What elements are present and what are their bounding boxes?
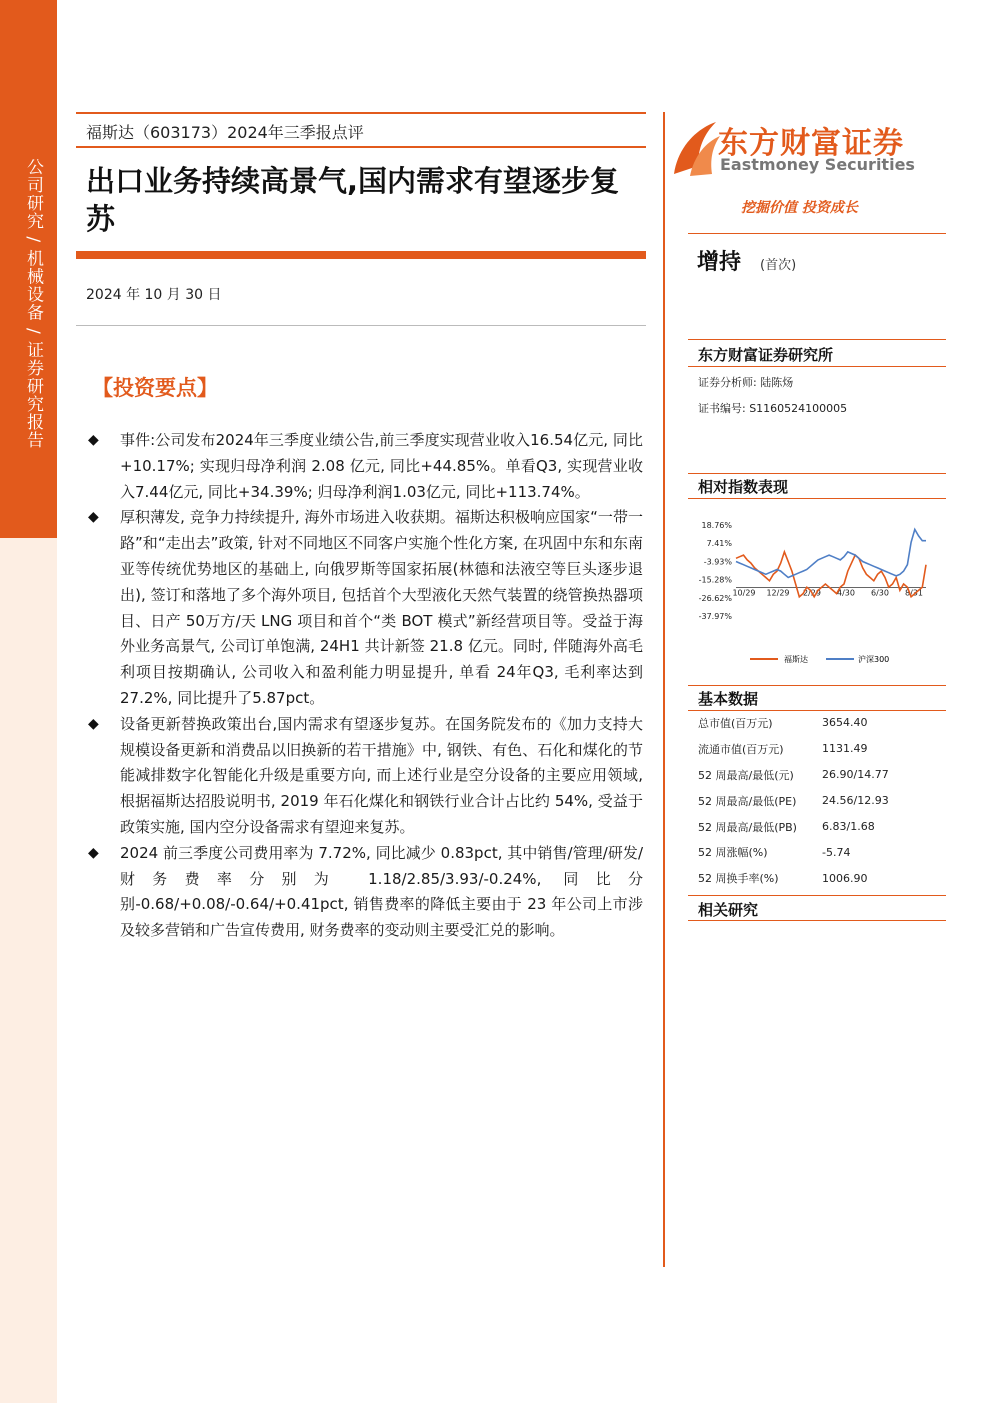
y-tick-label: -3.93% <box>703 557 732 567</box>
headline-bar <box>76 251 646 259</box>
y-tick-label: -15.28% <box>698 575 732 585</box>
right-rule <box>688 920 946 921</box>
chart-title: 相对指数表现 <box>698 478 789 496</box>
logo-english-name: Eastmoney Securities <box>720 155 915 174</box>
bullet-list <box>86 428 643 944</box>
header-sub-rule <box>76 146 646 148</box>
data-value: 3654.40 <box>822 716 868 730</box>
x-tick-label: 8/31 <box>905 588 923 598</box>
y-tick-label: 7.41% <box>706 539 732 549</box>
diamond-icon: ◆ <box>88 844 99 861</box>
bullet-text: 事件:公司发布2024年三季度业绩公告,前三季度实现营业收入16.54亿元, 同比+10.17%; 实现归母净利润 2.08 亿元, 同比+44.85%。单看Q3, 实现营业收入7.44亿元, 同比+34.39%; 归母净利润1.03亿元, 同比+113.74%。 <box>120 431 643 501</box>
y-tick-label: 18.76% <box>701 521 732 530</box>
data-value: 6.83/1.68 <box>822 820 875 833</box>
table-row <box>690 710 946 736</box>
related-research-title: 相关研究 <box>698 901 759 919</box>
bullet-text: 设备更新替换政策出台,国内需求有望逐步复苏。在国务院发布的《加力支持大规模设备更新和消费品以旧换新的若干措施》中, 钢铁、有色、石化和煤化的节能减排数字化智能化升级是重要方向, 而上述行业是空分设备的主要应用领域, 根据福斯达招股说明书, 2019 年石化煤化和钢铁行业合计占比约 54%, 受益于政策实施, 国内空分设备需求有望迎来复苏。 <box>120 714 643 836</box>
report-date: 2024 年 10 月 30 日 <box>86 287 222 303</box>
bullet-item <box>86 841 643 944</box>
analyst: 证券分析师: 陆陈炀 <box>698 376 794 389</box>
table-row <box>690 762 946 788</box>
diamond-icon: ◆ <box>88 432 99 448</box>
table-row <box>690 736 946 762</box>
data-value: 1006.90 <box>822 871 868 885</box>
institute-name: 东方财富证券研究所 <box>698 346 834 364</box>
data-key: 52 周最高/最低(PE) <box>698 794 797 808</box>
x-tick-label: 4/30 <box>837 588 855 598</box>
slogan: 挖掘价值 投资成长 <box>741 200 858 216</box>
data-value: 26.90/14.77 <box>822 768 889 782</box>
table-row <box>690 865 946 891</box>
data-key: 总市值(百万元) <box>698 716 773 730</box>
table-row <box>690 839 946 865</box>
data-key: 52 周最高/最低(元) <box>698 768 794 782</box>
bullet-item <box>86 505 643 711</box>
headline: 出口业务持续高景气,国内需求有望逐步复苏 <box>86 164 620 236</box>
date-divider <box>76 325 646 326</box>
legend-label-hs300: 沪深300 <box>858 655 890 664</box>
sidebar-category: 公司研究 / 机械设备 / 证券研究报告 <box>23 158 43 450</box>
report-title: 福斯达（603173）2024年三季报点评 <box>86 123 364 142</box>
diamond-icon: ◆ <box>88 715 99 732</box>
data-key: 52 周涨幅(%) <box>698 846 768 860</box>
basic-data-title: 基本数据 <box>698 690 759 708</box>
x-tick-label: 10/29 <box>732 588 756 598</box>
data-key: 52 周最高/最低(PB) <box>698 820 797 834</box>
right-rule <box>688 895 946 896</box>
right-rule <box>688 685 946 686</box>
right-rule <box>688 233 946 234</box>
x-tick-label: 12/29 <box>766 588 790 598</box>
column-divider <box>663 112 665 1267</box>
basic-data-table <box>690 710 946 891</box>
right-rule <box>688 498 946 499</box>
data-value: 1131.49 <box>822 742 868 756</box>
x-tick-label: 2/29 <box>803 588 821 598</box>
series-line-hs300 <box>736 529 926 577</box>
right-rule <box>688 366 946 367</box>
data-value: -5.74 <box>822 845 851 859</box>
data-value: 24.56/12.93 <box>822 794 889 808</box>
relative-index-chart <box>690 512 946 672</box>
data-key: 流通市值(百万元) <box>698 742 784 756</box>
y-tick-label: -37.97% <box>698 612 732 621</box>
bullet-item <box>86 428 643 505</box>
legend-label-fusida: 福斯达 <box>784 655 808 664</box>
header-top-rule <box>76 112 646 114</box>
table-row <box>690 788 946 814</box>
section-title: 【投资要点】 <box>92 376 218 400</box>
y-tick-label: -26.62% <box>698 593 732 603</box>
rating: 增持 <box>697 250 742 275</box>
certificate-number: 证书编号: S1160524100005 <box>698 402 848 415</box>
right-rule <box>688 473 946 474</box>
rating-note: (首次) <box>760 258 797 273</box>
table-row <box>690 814 946 840</box>
x-tick-label: 6/30 <box>871 588 889 598</box>
data-key: 52 周换手率(%) <box>698 872 779 886</box>
bullet-text: 2024 前三季度公司费用率为 7.72%, 同比减少 0.83pct, 其中销售/管理/研发/财务费率分别为 1.18/2.85/3.93/-0.24%, 同比分别-0.68/+0.08/-0.64/+0.41pct, 销售费率的降低主要由于 23 年公司上市涉及较多营销和广告宣传费用, 财务费率的变动则主要受汇兑的影响。 <box>120 843 643 940</box>
logo-chinese-name: 东方财富证券 <box>718 126 904 161</box>
right-rule <box>688 339 946 340</box>
bullet-item <box>86 712 643 841</box>
bullet-text: 厚积薄发, 竞争力持续提升, 海外市场进入收获期。福斯达积极响应国家“一带一路”和“走出去”政策, 针对不同地区不同客户实施个性化方案, 在巩固中东和东南亚等传统优势地区的基础上, 向俄罗斯等国家拓展(林德和法液空等巨头逐步退出), 签订和落地了多个海外项目, 包括首个大型液化天然气装置的绕管换热器项目、日产 50万方/天 LNG 项目和首个“类 BOT 模式”新经营项目等。受益于海外业务高景气, 公司订单饱满, 24H1 共计新签 21.8 亿元。同时, 伴随海外高毛利项目按期确认, 公司收入和盈利能力明显提升, 单看 24年Q3, 毛利率达到27.2%, 同比提升了5.87pct。 <box>120 508 643 707</box>
diamond-icon: ◆ <box>88 509 99 526</box>
